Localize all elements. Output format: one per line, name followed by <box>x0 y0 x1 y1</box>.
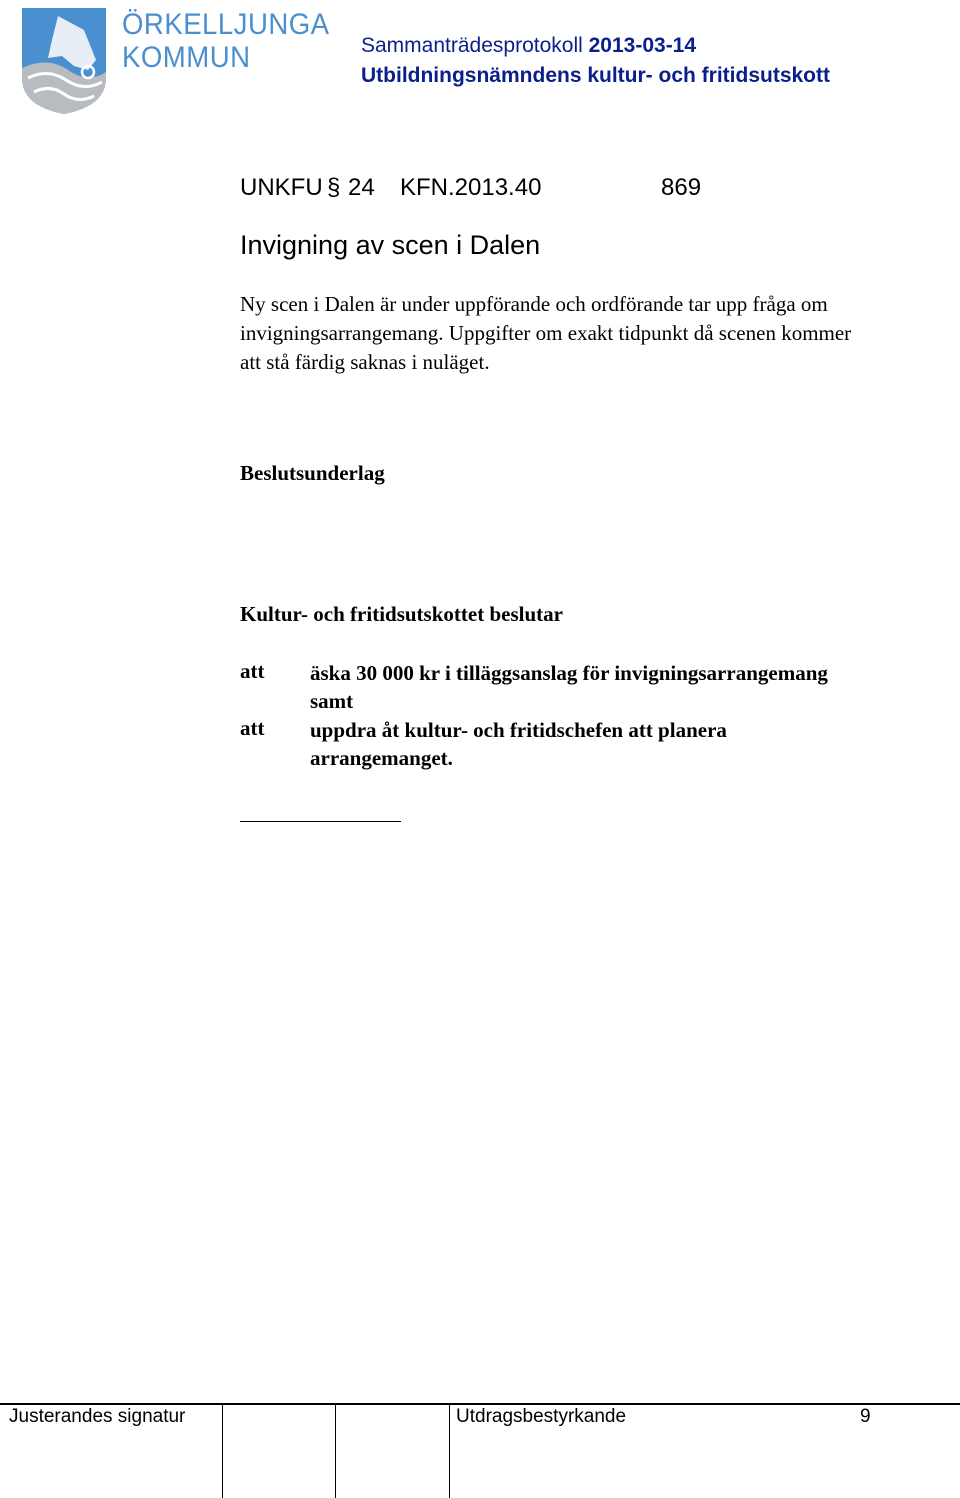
page-title: Invigning av scen i Dalen <box>240 230 541 260</box>
protocol-header <box>361 34 696 58</box>
body-line: Ny scen i Dalen är under uppförande och ordförande tar upp fråga om <box>240 292 828 316</box>
decision-line: äska 30 000 kr i tilläggsanslag för invigningsarrangemang <box>310 661 828 685</box>
page-number: 9 <box>860 1406 871 1427</box>
decision-att-label: att <box>240 716 265 740</box>
document-number: 869 <box>661 174 702 201</box>
decision-item <box>310 716 930 772</box>
case-number: 24 <box>348 174 375 201</box>
signature-label: Justerandes signatur <box>9 1406 186 1427</box>
footer-divider <box>449 1404 450 1498</box>
footer-divider <box>222 1404 223 1498</box>
decision-item <box>310 659 930 715</box>
extract-label: Utdragsbestyrkande <box>456 1406 627 1427</box>
decision-line: samt <box>310 689 354 713</box>
case-prefix: UNKFU <box>240 174 323 201</box>
decision-heading: Kultur- och fritidsutskottet beslutar <box>240 602 563 626</box>
coat-of-arms-icon <box>18 6 114 116</box>
decision-att-label: att <box>240 659 265 683</box>
body-line: att stå färdig saknas i nuläget. <box>240 350 490 374</box>
body-line: invigningsarrangemang. Uppgifter om exakt tidpunkt då scenen kommer <box>240 321 852 345</box>
decision-line: arrangemanget. <box>310 746 453 770</box>
decision-line: uppdra åt kultur- och fritidschefen att planera <box>310 718 727 742</box>
logo-wordmark <box>122 8 330 74</box>
logo-line2: KOMMUN <box>122 41 251 74</box>
basis-heading: Beslutsunderlag <box>240 461 385 485</box>
footer-rule <box>0 1403 960 1405</box>
body-paragraph <box>240 290 940 377</box>
protocol-date: 2013-03-14 <box>588 34 697 57</box>
paragraph-symbol: § <box>327 174 341 201</box>
section-divider <box>240 821 401 822</box>
footer-divider <box>335 1404 336 1498</box>
logo-line1: ÖRKELLJUNGA <box>122 8 330 41</box>
municipality-logo <box>18 6 330 118</box>
diary-number: KFN.2013.40 <box>400 174 542 201</box>
committee-name: Utbildningsnämndens kultur- och fritidsutskott <box>361 64 830 87</box>
protocol-label: Sammanträdesprotokoll <box>361 34 583 57</box>
